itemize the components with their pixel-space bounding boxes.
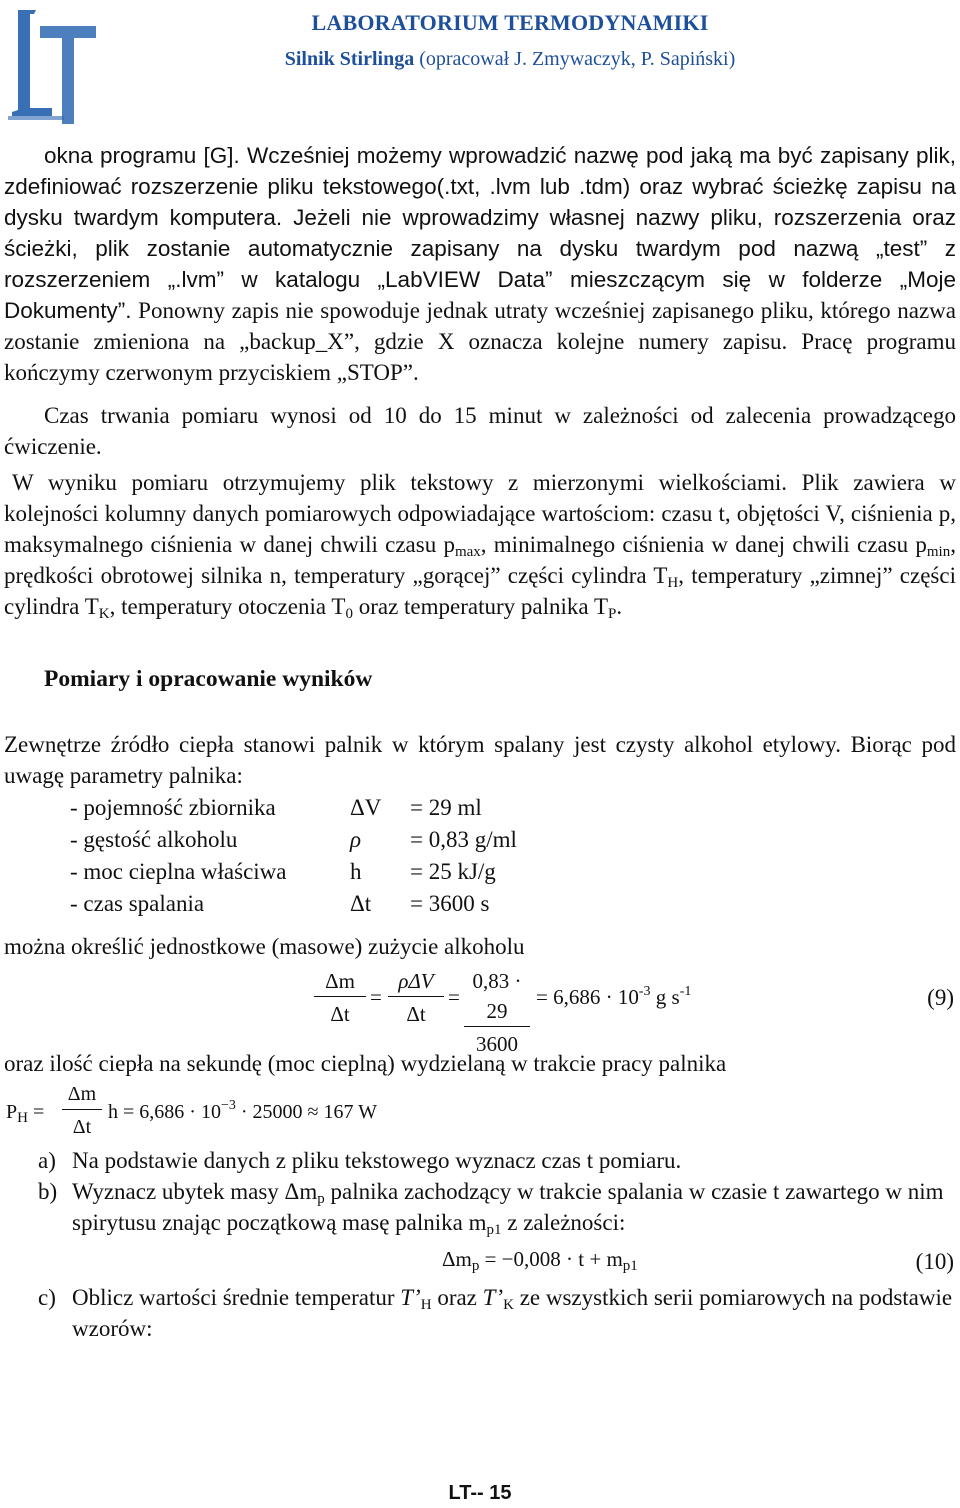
sub-0: 0 <box>345 606 353 622</box>
equation-9 <box>4 962 956 1056</box>
param-row <box>70 823 956 855</box>
page-footer: LT-- 15 <box>448 1482 512 1504</box>
result-text-g: . <box>616 594 623 619</box>
source-paragraph: Zewnętrze źródło ciepła stanowi palnik w którym spalany jest czysty alkohol etylowy. Biorąc pod uwagę parametry palnika: <box>4 732 956 788</box>
param-row <box>70 791 956 823</box>
task-label: a) <box>38 1148 56 1173</box>
result-text-a: W wyniku pomiaru otrzymujemy plik tekstowy z mierzonymi wielkościami. Plik zawiera w kolejności kolumny danych pomiarowych odpowiadające wartościom: czasu t, objętości V, ciśnienia p, maksymalnego ciśnienia w danej chwili czasu p <box>4 470 956 557</box>
param-symbol: ρ <box>350 826 362 852</box>
fraction-numerator: ρΔV <box>388 966 444 997</box>
intro-paragraph <box>4 140 956 388</box>
param-symbol: ΔV <box>350 794 382 820</box>
equation-10 <box>4 1238 956 1282</box>
sub-p: P <box>608 606 617 622</box>
fraction-numeric <box>464 966 530 1061</box>
sub-min: min <box>926 544 951 560</box>
task-item <box>4 1145 956 1176</box>
param-row <box>70 887 956 919</box>
fraction-dm-dt <box>314 966 366 1031</box>
param-value: = 3600 s <box>410 890 490 916</box>
task-label: c) <box>38 1285 56 1310</box>
fraction-denominator: Δt <box>330 1002 350 1026</box>
usage-paragraph: można określić jednostkowe (masowe) zużycie alkoholu <box>4 934 525 959</box>
ph-lhs: $P_H$ = <box>6 1101 45 1126</box>
param-value: = 25 kJ/g <box>410 858 496 884</box>
equals-sign: = <box>370 985 382 1009</box>
task-item <box>4 1282 956 1344</box>
fraction-rho-dv-dt <box>388 966 444 1031</box>
subtitle-authors: (opracował J. Zmywaczyk, P. Sapiński) <box>414 48 736 70</box>
lab-subtitle <box>230 48 790 71</box>
task-text: Wyznacz ubytek masy $\Delta m_p$ palnika zachodzący w trakcie spalania w czasie t zawartego w nim spirytusu znając początkową masę palnika $m_{p1}$ z zależności: <box>72 1179 944 1238</box>
equation-result: = $6,686 \cdot 10^{-3}$ g $s^{-1}$ <box>536 984 692 1009</box>
document-body <box>4 140 956 1344</box>
result-text-d: , temperatury „zimnej” części cylindra T <box>4 563 956 619</box>
intro-part1: okna programu [G]. Wcześniej możemy wprowadzić nazwę pod jaką ma być zapisany plik, zdefiniować rozszerzenie pliku tekstowego(.txt, .lvm lub .tdm) oraz wybrać ścieżkę zapisu na dysku twardym komputera. Jeżeli nie wprowadzimy własnej nazwy pliku, rozszerzenia oraz ścieżki, plik zostanie automatycznie zapisany na dysku twardym pod nazwą „test” z rozszerzeniem „.lvm” w katalogu „LabVIEW Data” mieszczącym się w folderze „Moje Dokumenty”. <box>4 143 956 323</box>
result-paragraph <box>4 467 956 622</box>
result-text-b: , minimalnego ciśnienia w danej chwili czasu p <box>480 532 927 557</box>
equation-number: (9) <box>927 985 954 1010</box>
intro-part2: Ponowny zapis nie spowoduje jednak utraty wcześniej zapisanego pliku, którego nazwa zostanie zmieniona na „backup_X”, gdzie X oznacza kolejne numery zapisu. Pracę programu kończymy czerwonym przyciskiem „STOP”. <box>4 298 956 385</box>
task-text: Oblicz wartości średnie temperatur $T’_H$ oraz $T’_K$ ze wszystkich serii pomiarowych na podstawie wzorów: <box>72 1285 953 1341</box>
heat-paragraph: oraz ilość ciepła na sekundę (moc cieplną) wydzielaną w trakcie pracy palnika <box>4 1051 727 1076</box>
fraction-dm-dt <box>62 1079 102 1144</box>
task-text: Na podstawie danych z pliku tekstowego wyznacz czas t pomiaru. <box>72 1148 682 1173</box>
sub-h: H <box>667 575 679 591</box>
param-label: - moc cieplna właściwa <box>70 858 287 884</box>
sub-max: max <box>454 544 481 560</box>
fraction-numerator: Δm <box>62 1079 102 1110</box>
task-item <box>4 1176 956 1238</box>
result-text-c: , prędkości obrotowej silnika n, temperatury „gorącej” części cylindra T <box>4 532 956 588</box>
param-value: = 0,83 g/ml <box>410 826 517 852</box>
result-text-f: oraz temperatury palnika T <box>352 594 608 619</box>
fraction-denominator: 3600 <box>476 1032 518 1056</box>
equals-sign: = <box>448 985 460 1009</box>
duration-paragraph: Czas trwania pomiaru wynosi od 10 do 15 minut w zależności od zalecenia prowadzącego ćwiczenie. <box>4 403 956 459</box>
equation-number: (10) <box>915 1249 954 1274</box>
task-label: b) <box>38 1179 58 1204</box>
param-label: - gęstość alkoholu <box>70 826 238 852</box>
fraction-denominator: Δt <box>72 1116 92 1138</box>
task-list <box>4 1145 956 1344</box>
param-symbol: Δt <box>350 890 372 916</box>
param-label: - czas spalania <box>70 890 205 916</box>
ph-rhs: $h = 6,686 \cdot 10^{-3} \cdot 25000 \approx 167$ W <box>108 1098 378 1123</box>
result-text-e: , temperatury otoczenia T <box>109 594 346 619</box>
fraction-denominator: Δt <box>406 1002 426 1026</box>
lab-title: LABORATORIUM TERMODYNAMIKI <box>311 10 709 35</box>
section-heading: Pomiary i opracowanie wyników <box>44 666 373 692</box>
param-row <box>70 855 956 887</box>
burner-parameters <box>70 791 956 919</box>
lt-logo-icon <box>4 4 100 132</box>
param-value: = 29 ml <box>410 794 482 820</box>
fraction-numerator: Δm <box>314 966 366 997</box>
equation-ph <box>4 1079 956 1145</box>
sub-k: K <box>98 606 110 622</box>
subtitle-bold: Silnik Stirlinga <box>284 48 415 70</box>
fraction-numerator: 0,83 · 29 <box>464 966 530 1027</box>
param-label: - pojemność zbiornika <box>70 794 276 820</box>
param-symbol: h <box>350 858 362 884</box>
eq10-body: $\Delta m_p = -0,008 \cdot t + m_{p1}$ <box>442 1247 638 1274</box>
